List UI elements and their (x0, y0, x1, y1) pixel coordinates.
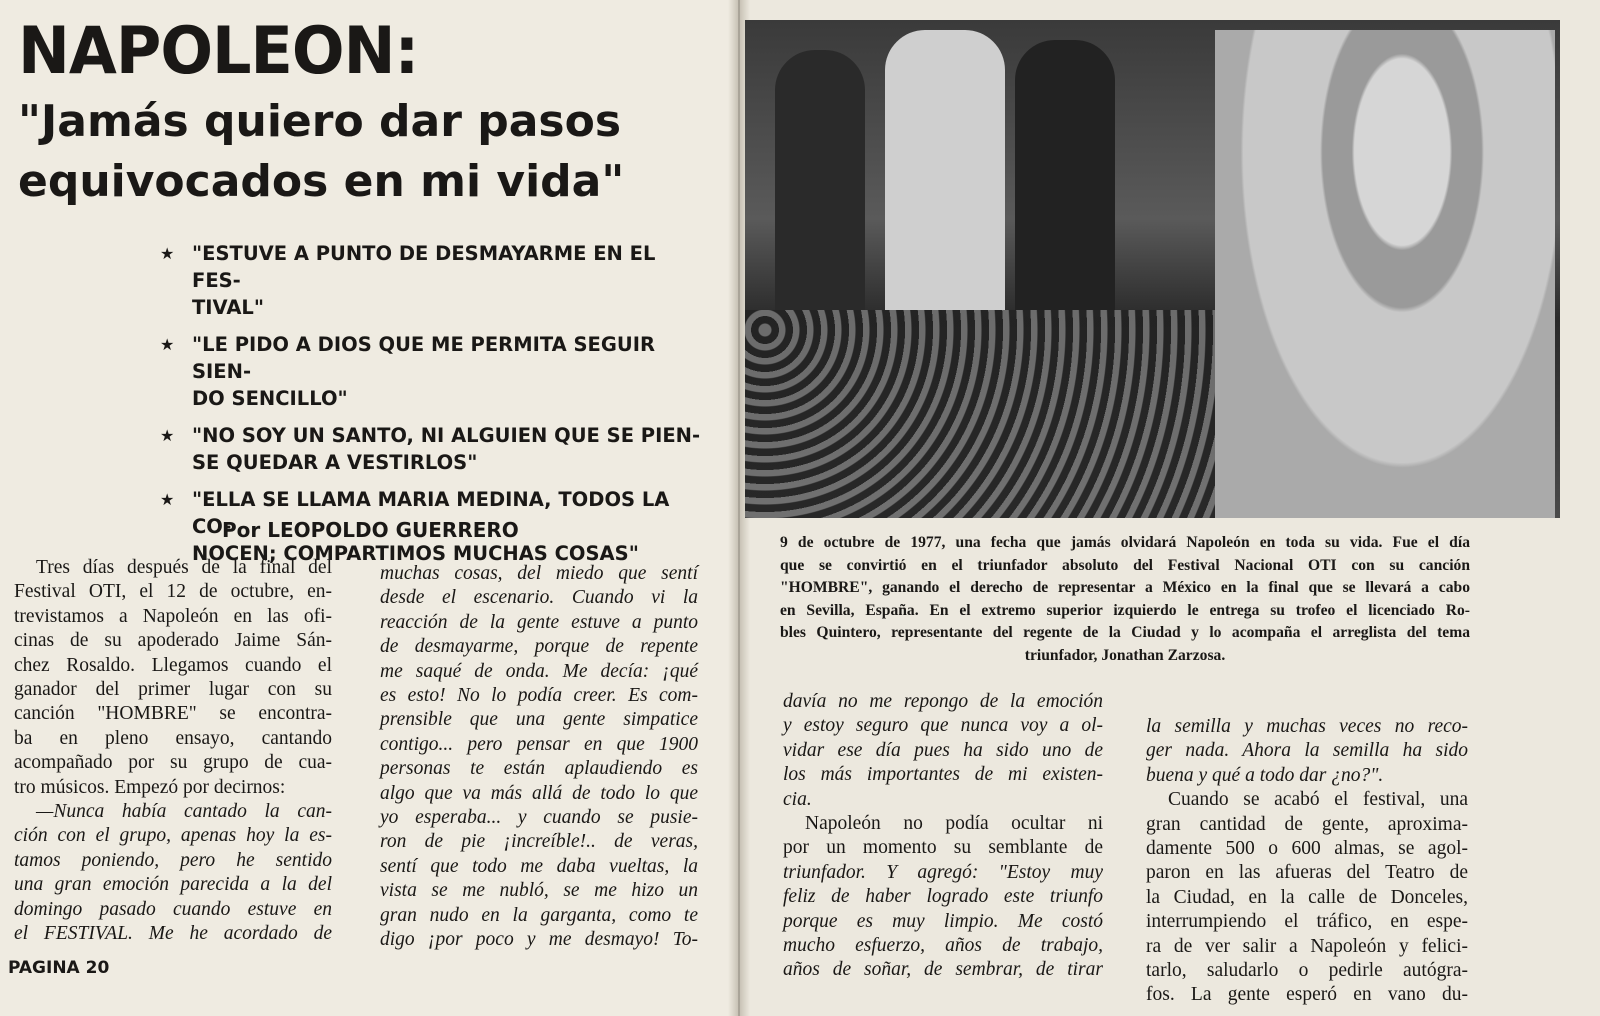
text-line: reacción de la gente estuve a punto (380, 611, 698, 633)
star-icon: ★ (160, 426, 175, 445)
text-line: mucho esfuerzo, años de trabajo, (783, 935, 1103, 957)
bullet-text (192, 422, 700, 476)
subtitle-line: equivocados en mi vida" (18, 156, 625, 207)
text-line: prensible que una gente simpatice (380, 709, 698, 731)
text-line: feliz de haber logrado este triunfo (783, 886, 1103, 908)
photo-figure (775, 50, 865, 310)
text-line: digo ¡por poco y me desmayo! To- (380, 929, 698, 951)
text-line: triunfador, Jonathan Zarzosa. (1024, 646, 1226, 664)
bullet-line: "ESTUVE A PUNTO DE DESMAYARME EN EL FES- (192, 242, 656, 292)
text-line: 9 de octubre de 1977, una fecha que jamás olvidará Napoleón en toda su vida. Fue el día (780, 534, 1470, 551)
text-line: muchas cosas, del miedo que sentí (380, 563, 698, 584)
byline: Por LEOPOLDO GUERRERO (222, 518, 519, 542)
text-line: ger nada. Ahora la semilla ha sido (1146, 740, 1468, 762)
article-subtitle (18, 92, 718, 212)
body-column-1 (14, 556, 332, 947)
text-line: cinas de su apoderado Jaime Sán- (14, 630, 332, 652)
photo-figure (885, 30, 1005, 310)
text-line: domingo pasado cuando estuve en (14, 898, 332, 920)
text-line: Cuando se acabó el festival, una (1168, 789, 1468, 811)
text-line: gran cantidad de gente, aproxima- (1146, 813, 1468, 835)
body-column-4 (1146, 715, 1468, 1008)
text-line: porque es muy limpio. Me costó (783, 910, 1103, 932)
text-line: bles Quintero, representante del regente de la Ciudad y lo acompaña el arreglista del tema (780, 624, 1470, 641)
text-line: tro músicos. Empezó por decirnos: (14, 776, 286, 798)
concert-photo (745, 20, 1560, 518)
photo-caption (780, 532, 1470, 667)
left-page (0, 0, 738, 1016)
text-line: que se convirtió en el triunfador absoluto del Festival Nacional OTI con su canción (780, 556, 1470, 574)
text-line: desde el escenario. Cuando vi la (380, 587, 698, 609)
text-line: fos. La gente esperó en vano du- (1146, 984, 1468, 1006)
text-line: ganador del primer lugar con su (14, 679, 332, 701)
text-line: Tres días después de la final del (36, 557, 332, 578)
text-line: acompañado por su grupo de cua- (14, 752, 332, 774)
star-icon: ★ (160, 490, 175, 509)
text-line: años de soñar, de sembrar, de tirar (783, 959, 1103, 981)
text-line: Napoleón no podía ocultar ni (805, 813, 1103, 835)
bullet-quote (160, 422, 710, 476)
page-number: PAGINA 20 (8, 958, 110, 978)
bullet-text (192, 331, 710, 412)
text-line: en Sevilla, España. En el extremo superior izquierdo le entrega su trofeo el licenciado Ro- (780, 601, 1470, 619)
text-line: y estoy seguro que nunca voy a ol- (783, 715, 1103, 737)
text-line: davía no me repongo de la emoción (783, 691, 1103, 712)
text-line: ba en pleno ensayo, cantando (14, 727, 332, 749)
text-line: buena y qué a todo dar ¿no?". (1146, 764, 1384, 786)
text-line: me saqué de onda. Me decía: ¡qué (380, 660, 698, 682)
text-line: "HOMBRE", ganando el derecho de representar a México en la final que se llevará a cabo (780, 579, 1470, 596)
photo-figure (1015, 40, 1115, 310)
text-line: contigo... pero pensar en que 1900 (380, 733, 698, 755)
text-line: Festival OTI, el 12 de octubre, en- (14, 581, 332, 603)
text-line: vidar ese día pues ha sido uno de (783, 739, 1103, 761)
text-line: la Ciudad, en la calle de Donceles, (1146, 886, 1468, 908)
text-line: el FESTIVAL. Me he acordado de (14, 923, 332, 945)
text-line: la semilla y muchas veces no reco- (1146, 716, 1468, 737)
bullet-line: "LE PIDO A DIOS QUE ME PERMITA SEGUIR SIEN- (192, 333, 655, 383)
subtitle-line: "Jamás quiero dar pasos (18, 96, 622, 147)
text-line: una gran emoción parecida a la del (14, 874, 332, 896)
bullet-line: "NO SOY UN SANTO, NI ALGUIEN QUE SE PIEN- (192, 424, 701, 447)
text-line: —Nunca había cantado la can- (36, 801, 332, 823)
bullet-line: DO SENCILLO" (192, 387, 348, 410)
text-line: es esto! No lo podía creer. Es com- (380, 685, 698, 707)
text-line: gran nudo en la garganta, como te (380, 904, 698, 926)
text-line: de desmayarme, porque de repente (380, 636, 698, 658)
star-icon: ★ (160, 244, 175, 263)
text-line: ción con el grupo, apenas hoy la es- (14, 825, 332, 847)
text-line: vista se me nubló, se me hizo un (380, 880, 698, 902)
text-line: yo esperaba... y cuando se pusie- (380, 807, 698, 829)
text-line: canción "HOMBRE" se encontra- (14, 703, 332, 725)
text-line: interrumpiendo el tráfico, en espe- (1146, 911, 1468, 933)
text-line: damente 500 o 600 almas, se agol- (1146, 838, 1468, 860)
text-line: ron de pie ¡increíble!.. de veras, (380, 831, 698, 853)
text-line: sentí que todo me daba vueltas, la (380, 855, 698, 877)
article-title: NAPOLEON: (18, 12, 419, 89)
bullet-text (192, 240, 710, 321)
bullet-line: "ELLA SE LLAMA MARIA MEDINA, TODOS LA CO- (192, 488, 670, 538)
text-line: chez Rosaldo. Llegamos cuando el (14, 654, 332, 676)
photo-singer (1215, 30, 1555, 518)
body-column-3 (783, 690, 1103, 983)
text-line: por un momento su semblante de (783, 837, 1103, 859)
text-line: algo que va más allá de todo lo que (380, 782, 698, 804)
star-icon: ★ (160, 335, 175, 354)
bullet-quote (160, 240, 710, 321)
bullet-quote (160, 331, 710, 412)
text-line: los más importantes de mi existen- (783, 764, 1103, 786)
text-line: tamos poniendo, pero he sentido (14, 849, 332, 871)
text-line: tarlo, saludarlo o pedirle autógra- (1146, 960, 1468, 982)
bullet-line: SE QUEDAR A VESTIRLOS" (192, 451, 478, 474)
text-line: ra de ver salir a Napoleón y felici- (1146, 935, 1468, 957)
body-column-2 (380, 562, 698, 953)
text-line: personas te están aplaudiendo es (380, 758, 698, 780)
text-line: trevistamos a Napoleón en las ofi- (14, 605, 332, 627)
text-line: cia. (783, 788, 812, 810)
text-line: paron en las afueras del Teatro de (1146, 862, 1468, 884)
photo-crowd (745, 310, 1265, 518)
text-line: triunfador. Y agregó: "Estoy muy (783, 861, 1103, 883)
bullet-line: TIVAL" (192, 296, 265, 319)
bullet-line: NOCEN; COMPARTIMOS MUCHAS COSAS" (192, 542, 639, 565)
